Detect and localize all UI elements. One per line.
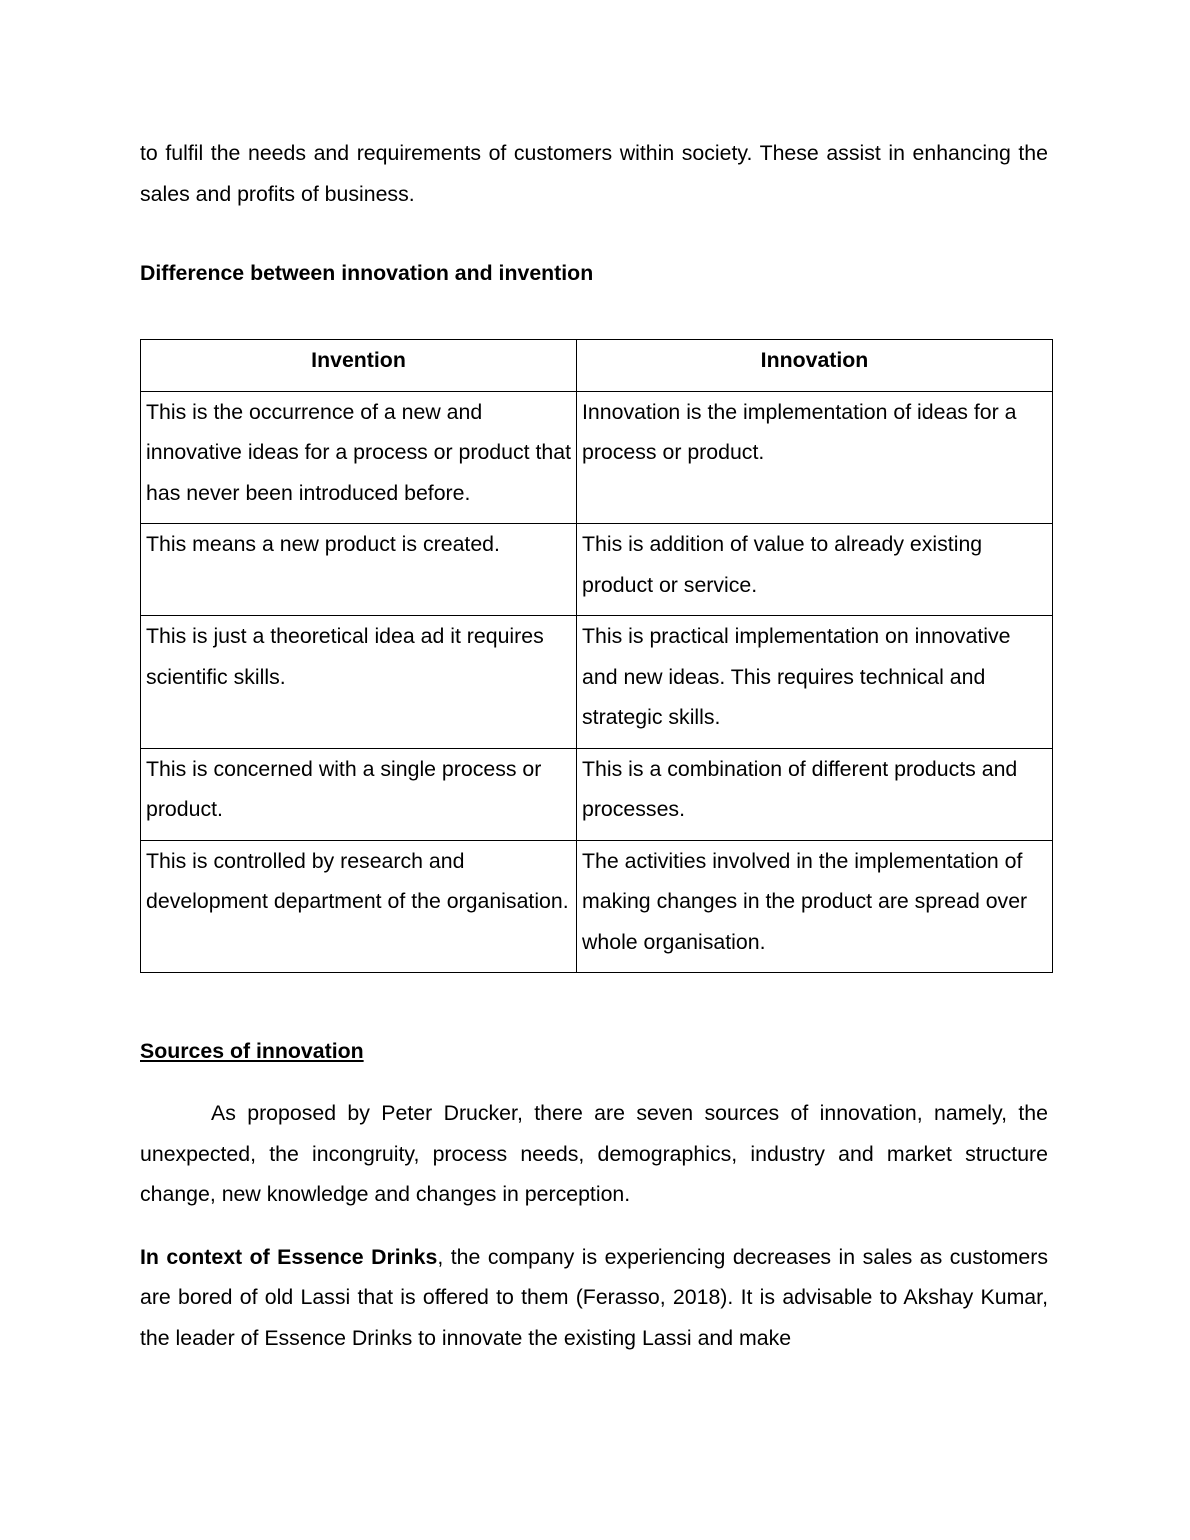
invention-cell: This is controlled by research and development department of the organisation. [141, 840, 577, 973]
invention-cell: This is the occurrence of a new and innovative ideas for a process or product that has never been introduced before. [141, 391, 577, 524]
document-page [140, 133, 1048, 1358]
innovation-cell: The activities involved in the implementation of making changes in the product are spread over whole organisation. [577, 840, 1053, 973]
table-row [141, 524, 1053, 616]
sources-heading: Sources of innovation [140, 1039, 364, 1063]
comparison-table [140, 339, 1053, 973]
innovation-cell: This is addition of value to already existing product or service. [577, 524, 1053, 616]
sources-paragraph: As proposed by Peter Drucker, there are seven sources of innovation, namely, the unexpected, the incongruity, process needs, demographics, industry and market structure change, new knowledge and changes in perception. [140, 1101, 1048, 1206]
table-row [141, 840, 1053, 973]
table-header-row [141, 340, 1053, 392]
context-lead: In context of Essence Drinks [140, 1244, 438, 1269]
innovation-cell: This is a combination of different products and processes. [577, 748, 1053, 840]
context-text: , the company is experiencing decreases in sales as customers are bored of old Lassi that is offered to them (Ferasso, 2018). It is advisable to Akshay Kumar, the leader of Essence Drinks to innovate the existing Lassi and make [140, 1244, 1048, 1350]
table-row [141, 391, 1053, 524]
context-paragraph [140, 1237, 1048, 1359]
invention-cell: This is concerned with a single process or product. [141, 748, 577, 840]
table-row [141, 748, 1053, 840]
header-innovation: Innovation [577, 340, 1053, 392]
innovation-cell: Innovation is the implementation of ideas for a process or product. [577, 391, 1053, 524]
invention-cell: This is just a theoretical idea ad it requires scientific skills. [141, 616, 577, 749]
difference-heading: Difference between innovation and invention [140, 261, 594, 285]
innovation-cell: This is practical implementation on innovative and new ideas. This requires technical and strategic skills. [577, 616, 1053, 749]
intro-paragraph: to fulfil the needs and requirements of customers within society. These assist in enhancing the sales and profits of business. [140, 141, 1048, 206]
table-row [141, 616, 1053, 749]
invention-cell: This means a new product is created. [141, 524, 577, 616]
header-invention: Invention [141, 340, 577, 392]
